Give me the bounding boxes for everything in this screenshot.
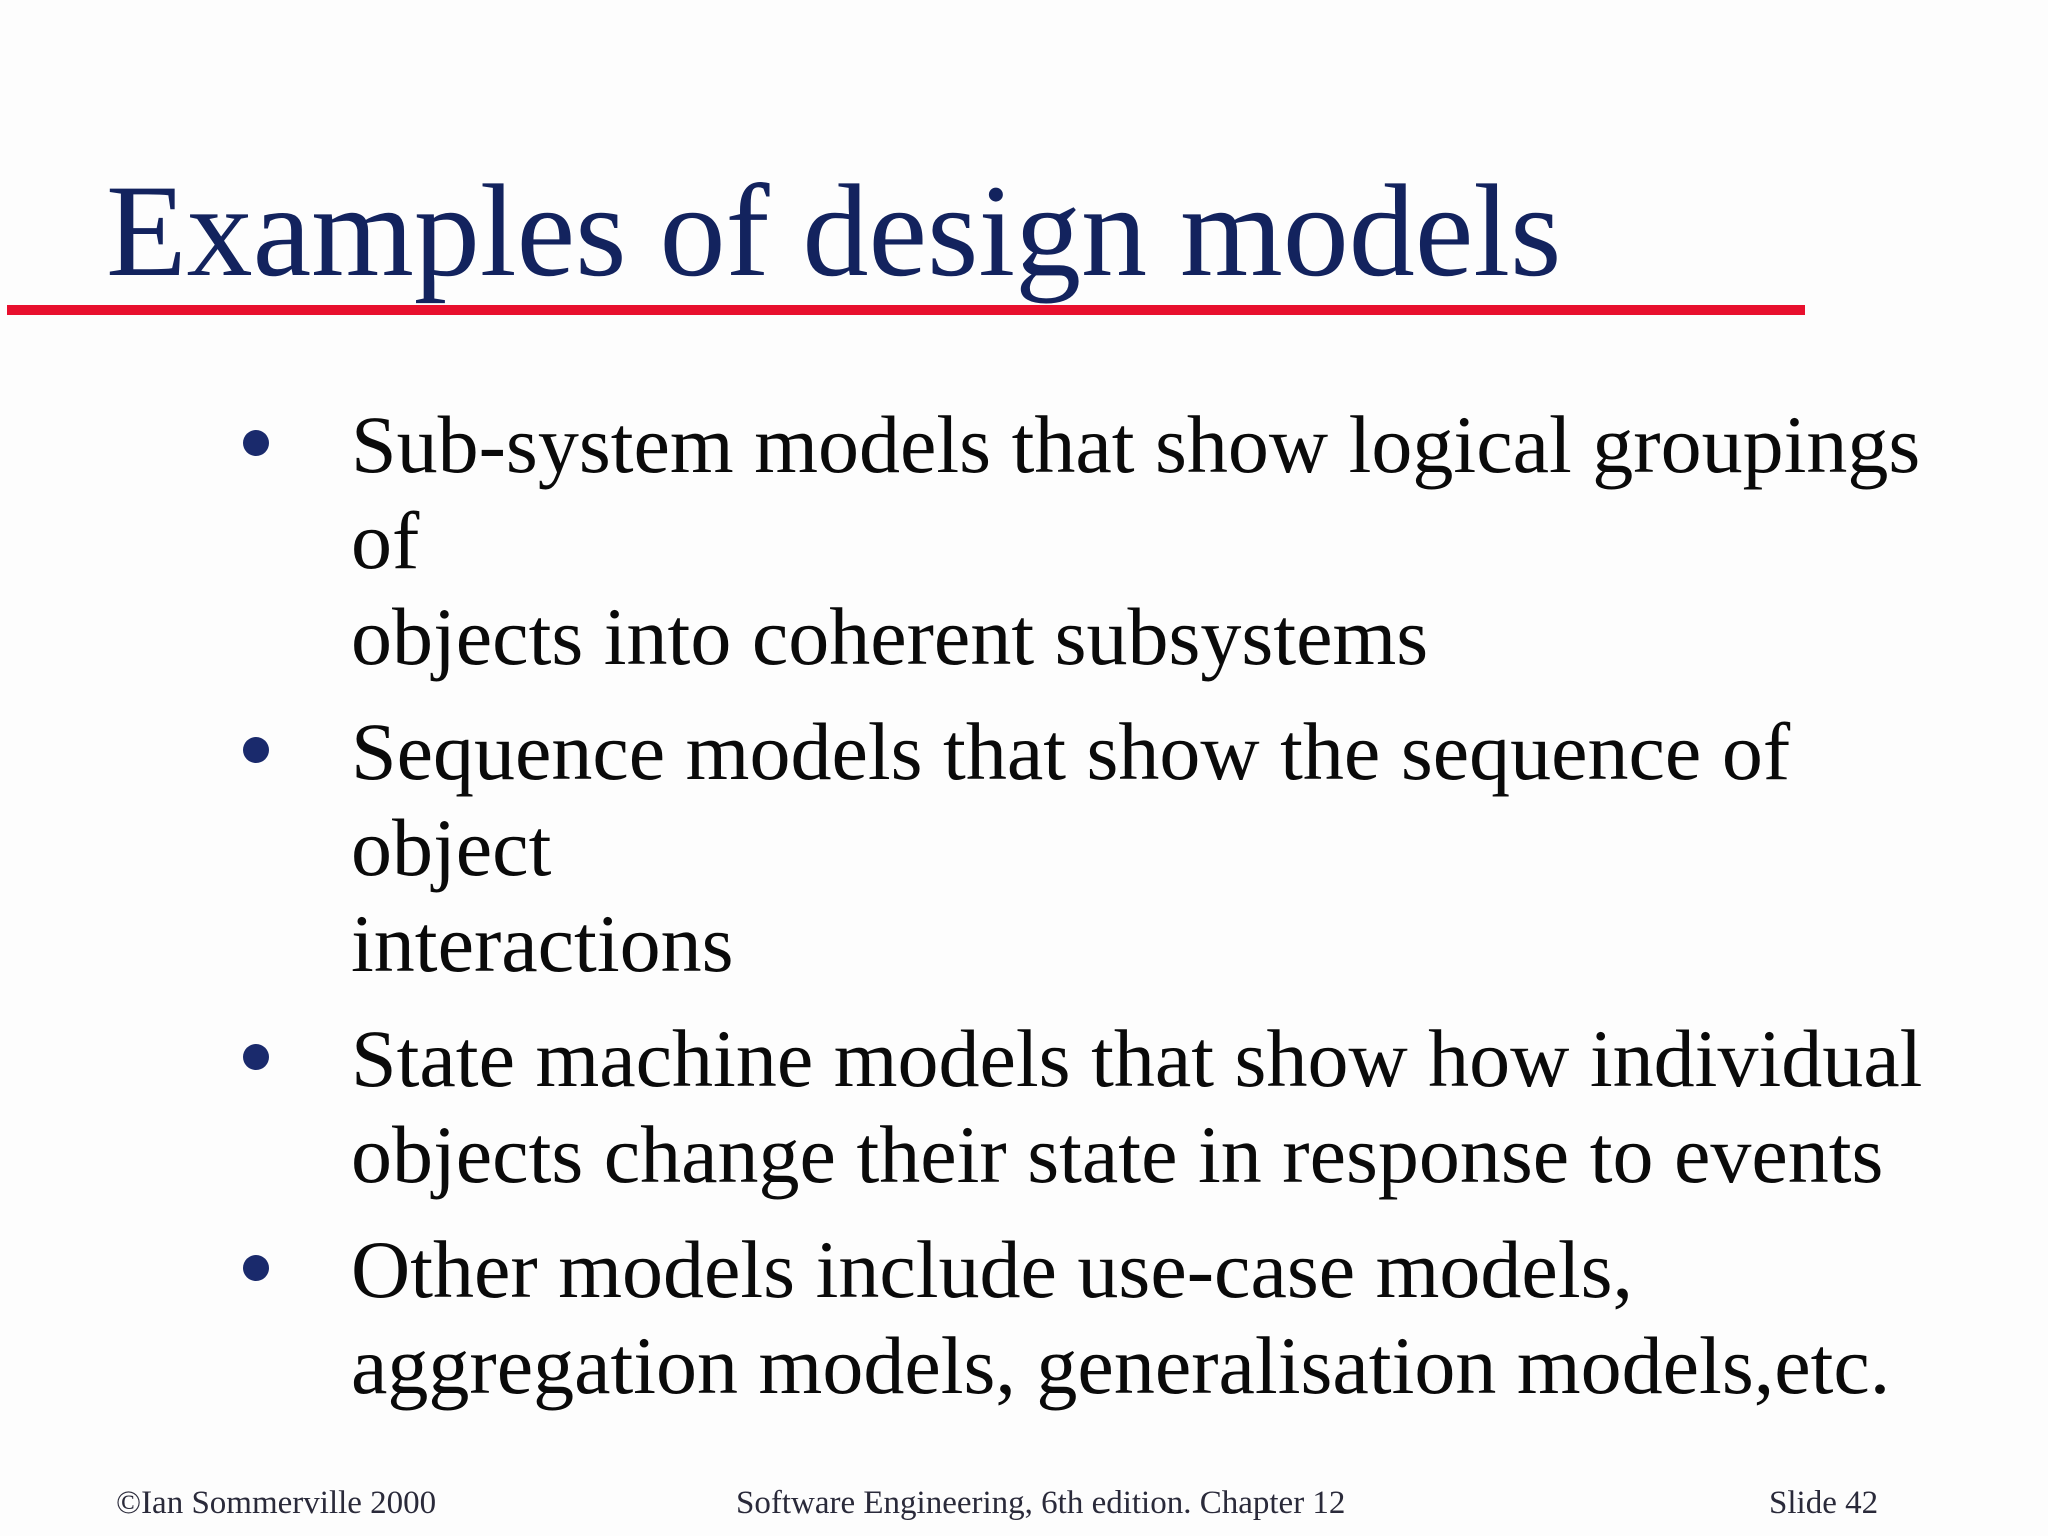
title-underline-rule <box>7 305 1805 315</box>
bullet-item <box>237 1011 1957 1203</box>
bullet-line: Sequence models that show the sequence of object <box>351 706 1791 893</box>
bullet-line: Sub-system models that show logical groupings of <box>351 399 1921 586</box>
bullet-line: aggregation models, generalisation models,etc. <box>351 1320 1891 1411</box>
bullet-icon <box>243 1255 269 1281</box>
bullet-icon <box>243 430 269 456</box>
footer-book-chapter: Software Engineering, 6th edition. Chapter 12 <box>736 1485 1346 1521</box>
footer-copyright: ©Ian Sommerville 2000 <box>116 1485 437 1521</box>
footer-slide-number: Slide 42 <box>1769 1485 1879 1521</box>
bullet-list <box>237 397 1957 1433</box>
bullet-line: Other models include use-case models, <box>351 1224 1634 1315</box>
bullet-item <box>237 704 1957 992</box>
bullet-line: interactions <box>351 898 734 989</box>
bullet-line: State machine models that show how individual <box>351 1013 1923 1104</box>
bullet-line: objects change their state in response to events <box>351 1109 1884 1200</box>
bullet-icon <box>243 1044 269 1070</box>
bullet-item <box>237 397 1957 685</box>
bullet-icon <box>243 737 269 763</box>
slide-title: Examples of design models <box>106 157 1562 304</box>
bullet-item <box>237 1222 1957 1414</box>
bullet-line: objects into coherent subsystems <box>351 591 1429 682</box>
